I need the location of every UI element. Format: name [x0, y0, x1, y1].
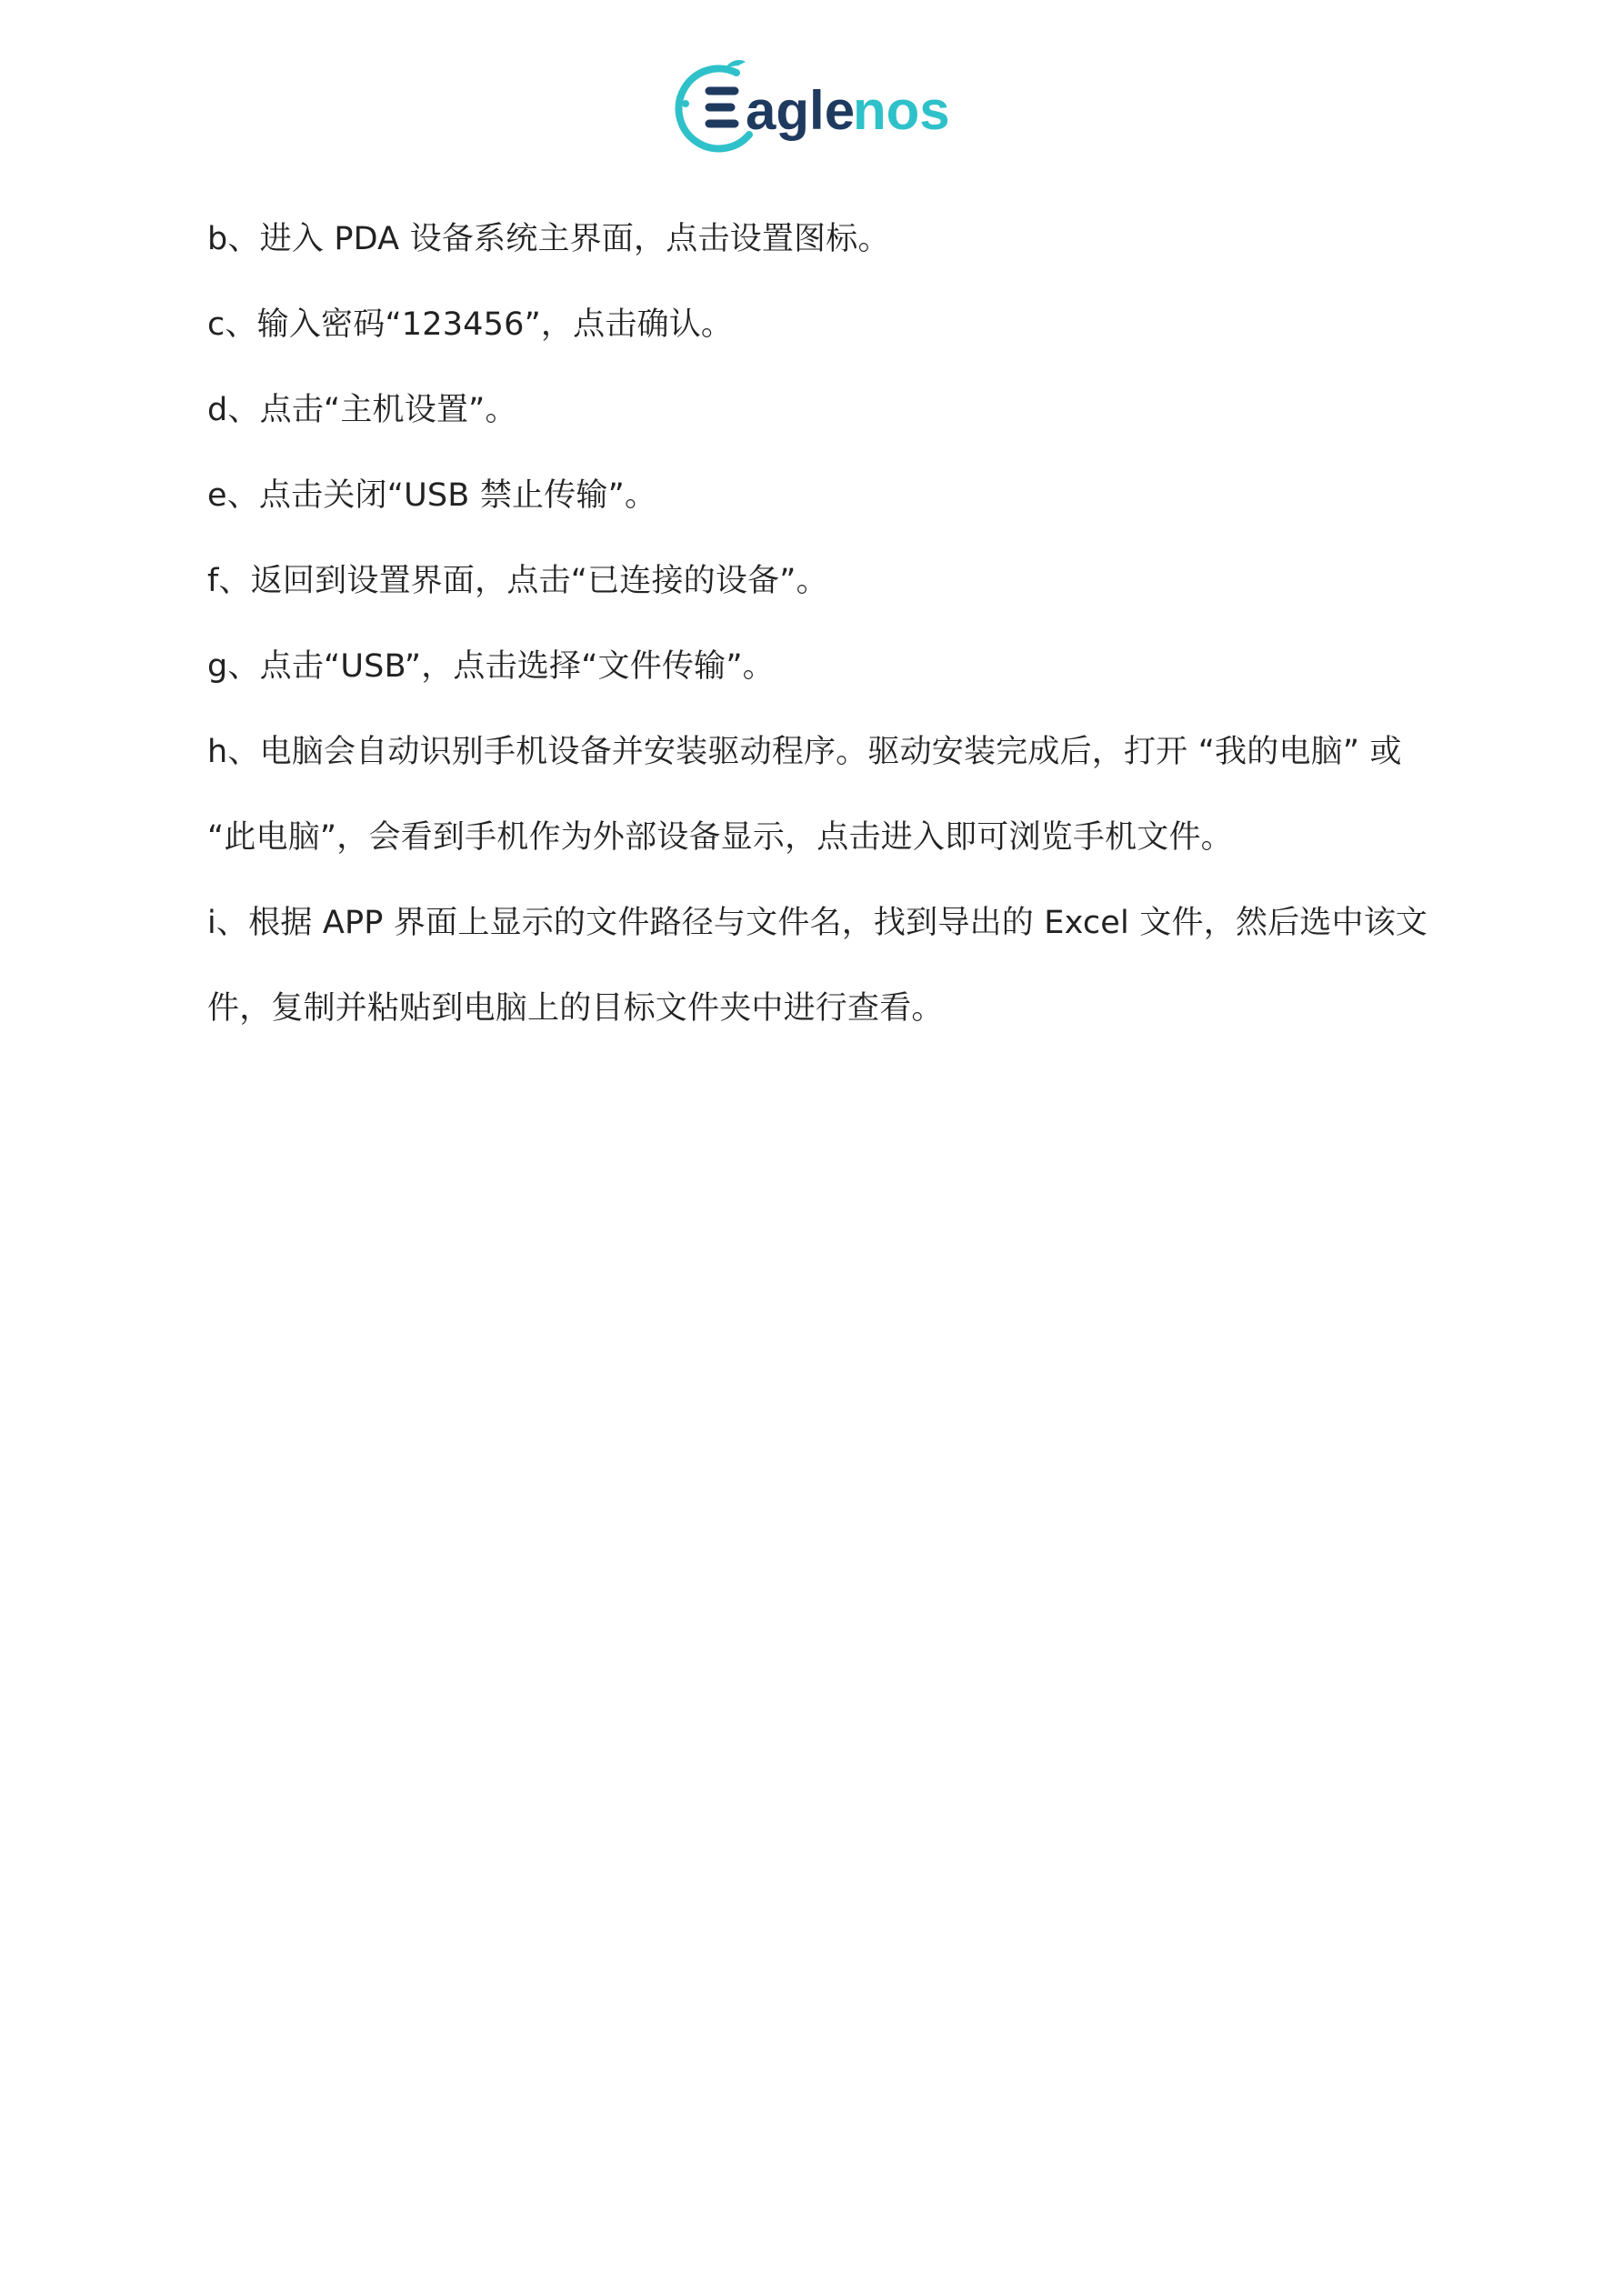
instruction-list — [207, 196, 1480, 1051]
step-i-line-1: i、根据 APP 界面上显示的文件路径与文件名，找到导出的 Excel 文件，然后选中该文 — [207, 905, 1428, 941]
step-h — [207, 709, 1480, 880]
logo-text-agle: agle — [746, 80, 856, 141]
step-h-line-2: “此电脑”，会看到手机作为外部设备显示，点击进入即可浏览手机文件。 — [207, 819, 1233, 856]
step-b: b、进入 PDA 设备系统主界面，点击设置图标。 — [207, 221, 890, 257]
step-c: c、输入密码“123456”，点击确认。 — [207, 306, 734, 343]
step-h-line-1: h、电脑会自动识别手机设备并安装驱动程序。驱动安装完成后，打开 “我的电脑” 或 — [207, 734, 1402, 770]
step-e: e、点击关闭“USB 禁止传输”。 — [207, 477, 657, 514]
eaglenos-logo-mark — [675, 56, 957, 156]
step-i-line-2: 件，复制并粘贴到电脑上的目标文件夹中进行查看。 — [207, 990, 944, 1027]
eaglenos-logo — [675, 56, 957, 156]
logo-text-nos: nos — [853, 80, 950, 141]
step-f: f、返回到设置界面，点击“已连接的设备”。 — [207, 563, 828, 599]
step-g: g、点击“USB”，点击选择“文件传输”。 — [207, 648, 775, 685]
step-d: d、点击“主机设置”。 — [207, 392, 517, 428]
step-i — [207, 880, 1480, 1051]
